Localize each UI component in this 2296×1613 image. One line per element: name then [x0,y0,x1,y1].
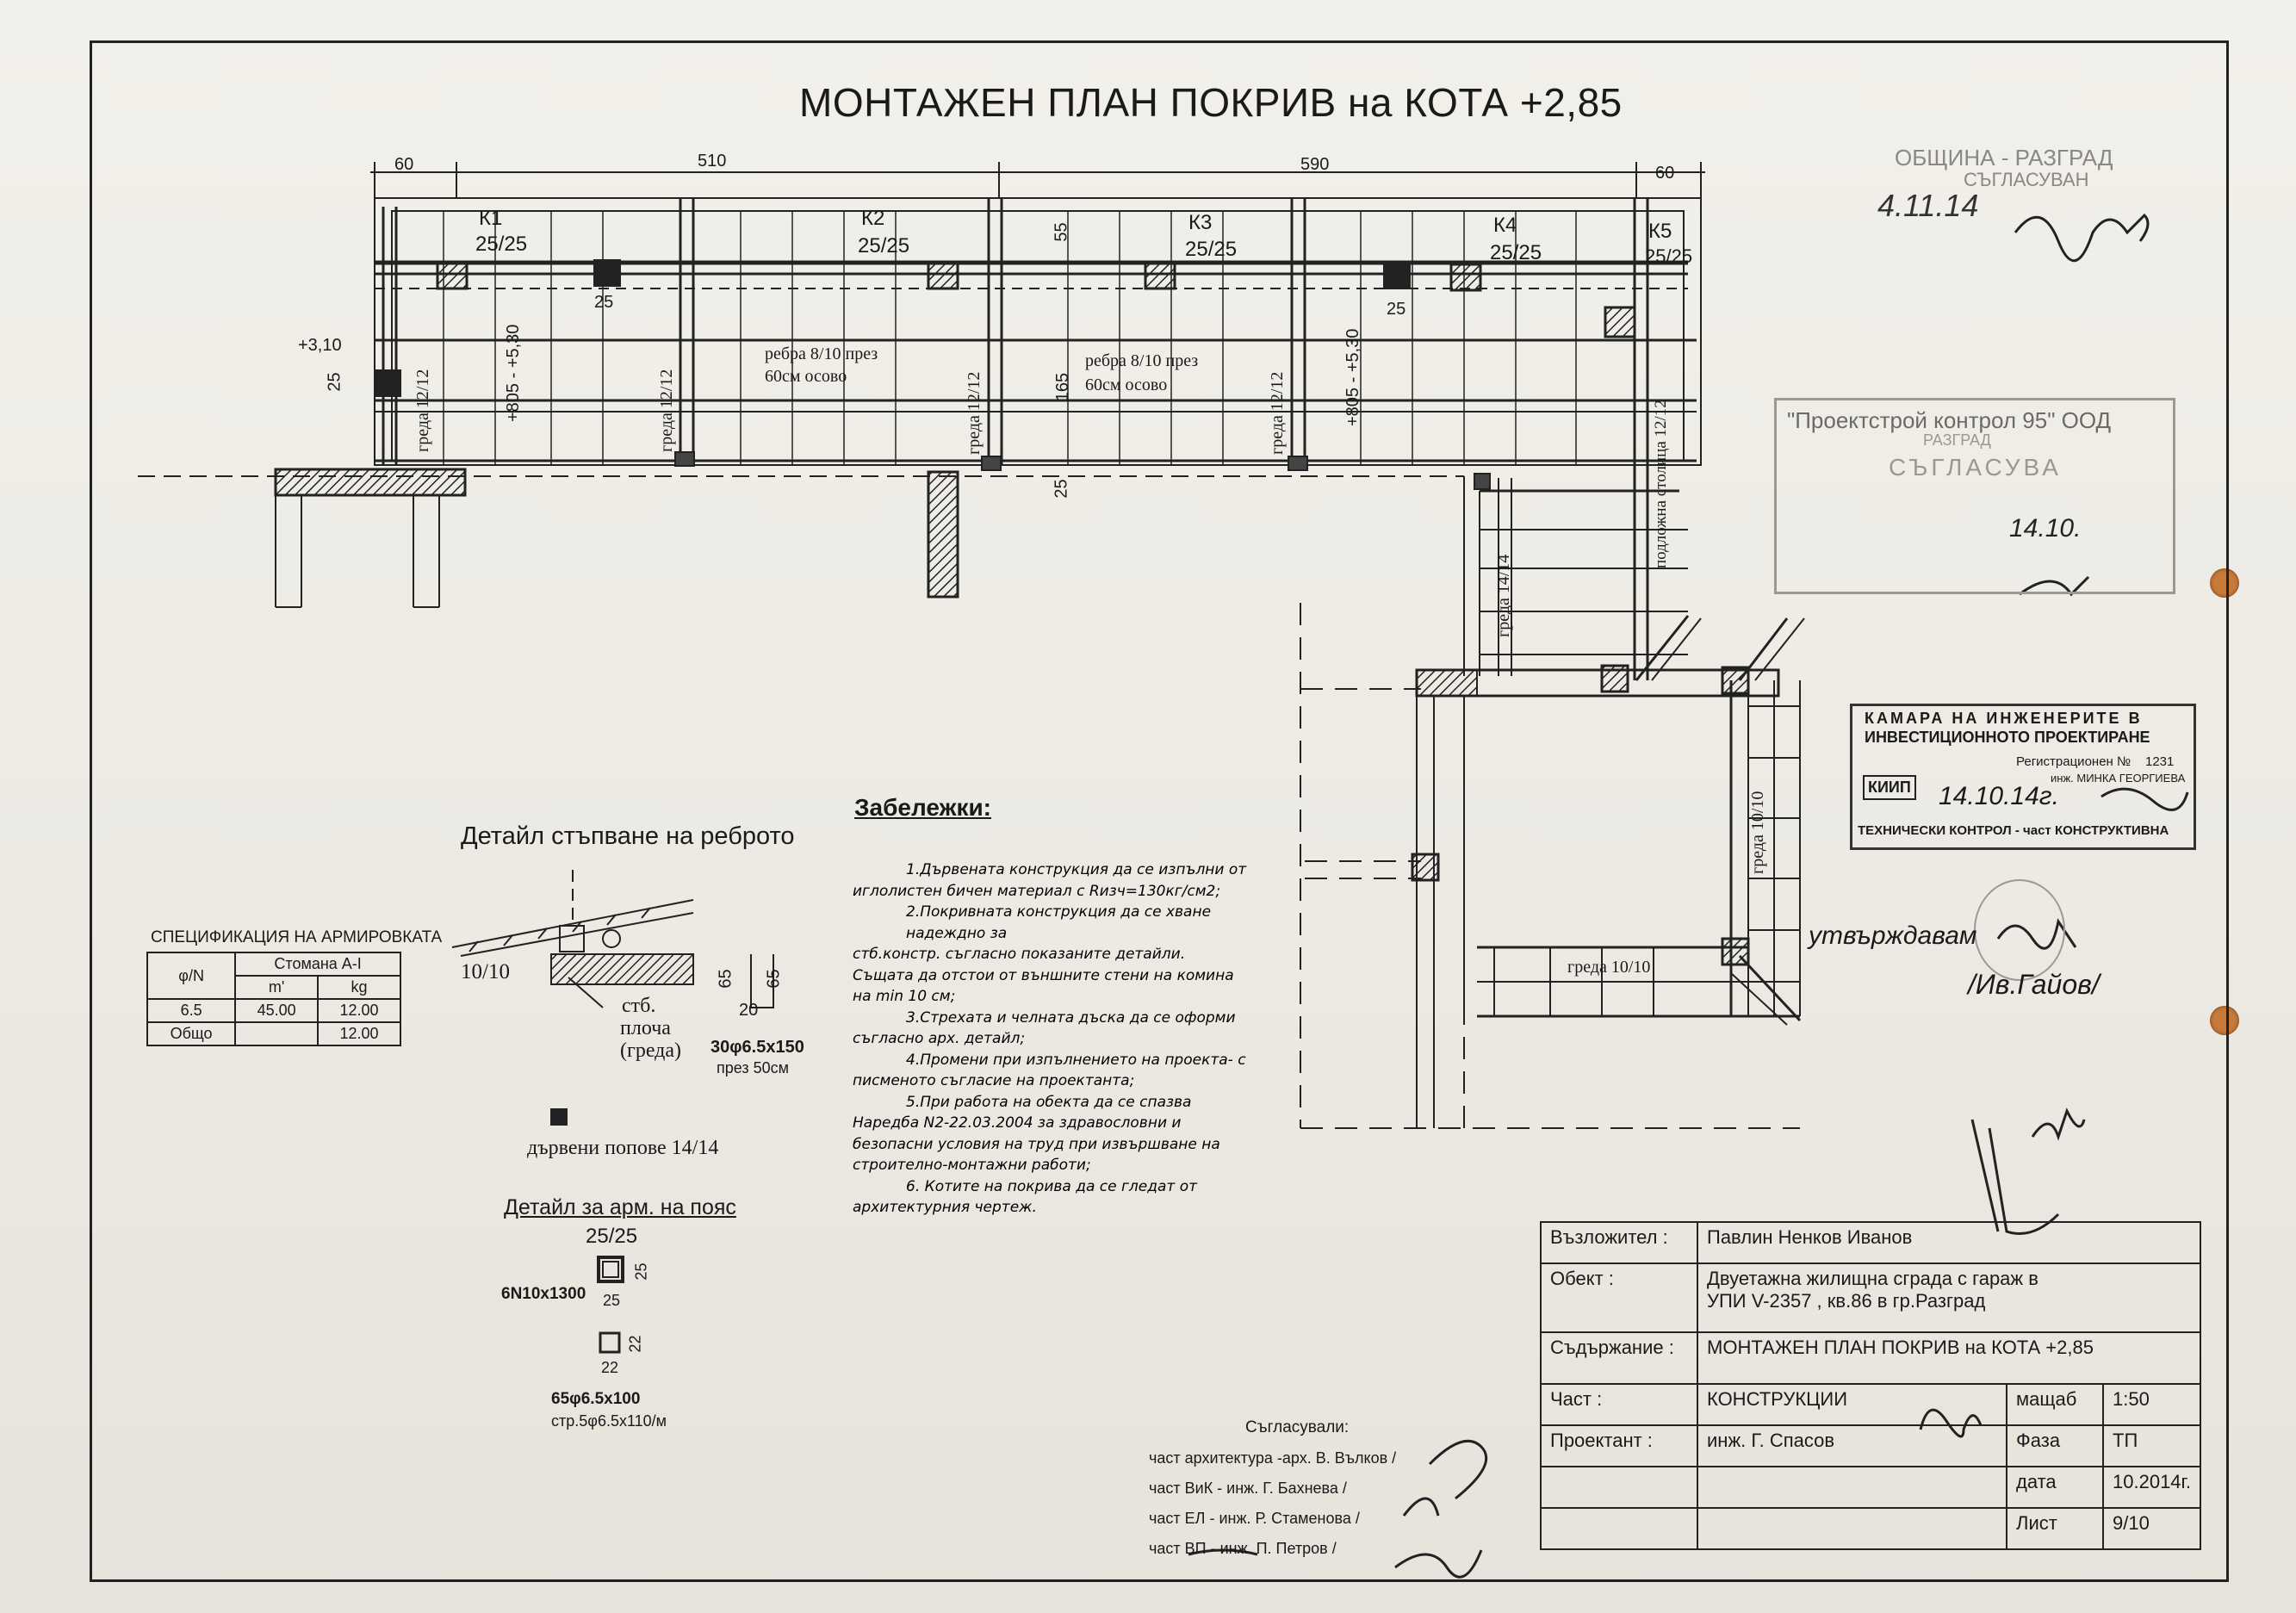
handwritten-note: утвърждавам [1809,921,1977,950]
agreed-line: част архитектура -арх. В. Вълков / [1149,1449,1397,1467]
client-value: Павлин Ненков Иванов [1697,1222,2200,1263]
kiip-stamp [1850,704,2196,850]
drawing-title: МОНТАЖЕН ПЛАН ПОКРИВ на КОТА +2,85 [799,80,1623,125]
object-value: УПИ V-2357 , кв.86 в гр.Разград [1707,1290,1986,1312]
level-mark: +3,10 [298,336,342,355]
spec-cell: 12.00 [318,999,400,1022]
handwritten-note: /Ив.Гайов/ [1968,969,2100,1000]
content-label: Съдържание : [1541,1332,1697,1384]
beam-label: греда 12/12 [413,369,432,452]
phase-label: Фаза [2007,1425,2103,1467]
beam-label: греда 10/10 [1567,958,1651,977]
stamp-text: ИНВЕСТИЦИОННОТО ПРОЕКТИРАНЕ [1865,729,2150,746]
column-k2 [928,263,958,288]
spec-title: СПЕЦИФИКАЦИЯ НА АРМИРОВКАТА [151,928,443,946]
rebar-note: през 50см [717,1059,790,1076]
note-line: 4.Промени при изпълнението на проекта- с [906,1051,1246,1069]
detail-title: Детайл за арм. на пояс [504,1195,736,1219]
note-line: 5.При работа на обекта да се спазва [906,1093,1192,1111]
dimension-label: 25 [1052,479,1071,499]
stamp-date: 14.10.14г. [1939,782,2059,810]
column-size: 25/25 [475,233,528,256]
stamp-text: РАЗГРАД [1923,431,1991,449]
dimension-label: 20 [739,1001,759,1020]
column-k3 [1145,263,1175,288]
beam-label: греда 12/12 [657,369,676,452]
dimension-label: 25 [594,293,614,312]
column-size: 25/25 [858,234,910,257]
notes-title: Забележки: [854,794,992,821]
spec-cell [235,1022,318,1045]
phase-value: ТП [2103,1425,2200,1467]
column-label: К3 [1188,211,1213,234]
detail-label: 25/25 [586,1225,638,1248]
level-mark: +805 - +5,30 [1343,328,1362,426]
spec-header: kg [318,976,400,999]
stamp-text: КАМАРА НА ИНЖЕНЕРИТЕ В [1865,710,2143,727]
rib-note: ребра 8/10 през [1085,351,1199,370]
dimension-label: 165 [1053,372,1073,402]
rib-note: 60см осово [765,367,847,386]
spec-cell: 12.00 [318,1022,400,1045]
dimension-label: 60 [1655,164,1675,183]
column-label: К2 [861,207,885,230]
column-label: К5 [1648,220,1672,243]
note-line: 1.Дървената конструкция да се изпълни от [906,861,1247,878]
part-value: КОНСТРУКЦИИ [1697,1384,2007,1425]
detail-label: плоча [620,1017,671,1039]
roof-outline [375,198,1701,465]
level-mark: +805 - +5,30 [504,324,523,422]
dimension-label: 55 [1052,222,1071,242]
content-value: МОНТАЖЕН ПЛАН ПОКРИВ на КОТА +2,85 [1697,1332,2200,1384]
note-line: иглолистен бичен материал с Rизч=130кг/см2; [853,882,1221,900]
beam-label: подложна столица 12/12 [1652,400,1670,568]
dimension-label: 65 [716,969,735,989]
dimension-label: 22 [626,1335,644,1353]
stamp-date: 14.10. [2009,514,2082,543]
reinforcement-spec-table [146,952,401,1046]
scale-value: 1:50 [2103,1384,2200,1425]
note-line: Същата да отстои от външните стени на комина [853,966,1234,984]
column-k5 [1605,307,1635,337]
notes-list [853,859,1292,1219]
detail-label: стб. [622,995,656,1017]
column-size: 25/25 [1645,245,1693,267]
detail-label: (греда) [620,1039,682,1062]
agreed-line: част ВП - инж. П. Петров / [1149,1540,1337,1557]
note-line: на min 10 см; [853,988,956,1005]
column-size: 25/25 [1490,241,1542,264]
client-label: Възложител : [1541,1222,1697,1263]
object-label: Обект : [1541,1263,1697,1332]
stamp-text: Регистрационен № [2016,754,2132,769]
note-line: 3.Стрехата и челната дъска да се оформи [906,1008,1236,1027]
legend-pegs: дървени попове 14/14 [527,1137,719,1159]
dimension-label: 25 [325,372,344,392]
spec-cell: Общо [147,1022,235,1045]
beam-label: греда 14/14 [1494,554,1513,637]
signature [2015,215,2148,261]
rebar-note: стр.5φ6.5x110/м [551,1412,667,1430]
stamp-text: 1231 [2145,754,2175,769]
stamp-text: инж. МИНКА ГЕОРГИЕВА [2051,772,2186,785]
stamp-text: СЪГЛАСУВА [1889,454,2062,481]
kiip-logo: КИИП [1863,775,1916,800]
control-stamp [1774,398,2175,594]
sheet-value: 9/10 [2103,1508,2200,1549]
note-line: Наредба N2-22.03.2004 за здравословни и [853,1114,1182,1132]
beam-label: греда 12/12 [965,371,984,455]
dimension-label: 25 [632,1262,650,1281]
beam-label: греда 12/12 [1268,371,1287,455]
agreed-line: част ВиК - инж. Г. Бахнева / [1149,1480,1347,1497]
sheet-label: Лист [2007,1508,2103,1549]
spec-cell: 6.5 [147,999,235,1022]
designer-label: Проектант : [1541,1425,1697,1467]
object-value: Двуетажна жилищна сграда с гараж в [1707,1268,2038,1289]
dimension-label: 65 [764,969,784,989]
scale-label: мащаб [2007,1384,2103,1425]
spec-cell: 45.00 [235,999,318,1022]
part-label: Част : [1541,1384,1697,1425]
spec-header: m' [235,976,318,999]
column-label: К1 [479,207,503,230]
agreed-line: част ЕЛ - инж. Р. Стаменова / [1149,1510,1360,1527]
rebar-label: 65φ6.5x100 [551,1390,641,1408]
spec-header: Стомана А-I [235,952,400,976]
date-value: 10.2014г. [2103,1467,2200,1508]
spec-header: φ/N [147,952,235,999]
note-line: съгласно арх. детайл; [853,1030,1026,1047]
column-size: 25/25 [1185,238,1238,261]
stamp-date: 4.11.14 [1877,188,1979,223]
column-label: К4 [1493,214,1517,237]
dimension-label: 25 [1387,300,1406,319]
stamp-text: ТЕХНИЧЕСКИ КОНТРОЛ - част КОНСТРУКТИВНА [1858,823,2169,838]
agreed-title: Съгласували: [1245,1418,1350,1436]
beam-label: греда 10/10 [1748,791,1767,874]
designer-value: инж. Г. Спасов [1697,1425,2007,1467]
dimension-label: 590 [1300,155,1330,174]
note-line: стб.констр. съгласно показаните детайли. [853,946,1186,963]
rebar-label: 30φ6.5x150 [711,1038,804,1057]
column-k1 [437,263,467,288]
detail-label: 10/10 [461,960,510,983]
note-line: 6. Котите на покрива да се гледат от [906,1177,1198,1195]
title-block [1540,1221,2201,1550]
rebar-label: 6N10x1300 [501,1285,586,1303]
detail-title: Детайл стъпване на реброто [461,822,795,850]
dimension-label: 60 [394,155,414,174]
dimension-label: 22 [601,1359,619,1376]
rib-note: ребра 8/10 през [765,344,878,363]
note-line: безопасни условия на труд при извършване на [853,1135,1220,1153]
note-line: архитектурния чертеж. [853,1199,1037,1216]
note-line: 2.Покривната конструкция да се хване надеждно за [906,903,1212,942]
stamp-text: "Проектстрой контрол 95" ООД [1787,407,2112,433]
rib-note: 60см осово [1085,375,1168,394]
dimension-label: 25 [603,1292,621,1309]
note-line: писменото съгласие на проектанта; [853,1072,1135,1089]
stamp-text: СЪГЛАСУВАН [1964,169,2089,190]
dimension-label: 510 [698,152,727,171]
column-k4 [1451,264,1480,290]
stamp-text: ОБЩИНА - РАЗГРАД [1895,145,2113,171]
note-line: строително-монтажни работи; [853,1157,1091,1174]
date-label: дата [2007,1467,2103,1508]
